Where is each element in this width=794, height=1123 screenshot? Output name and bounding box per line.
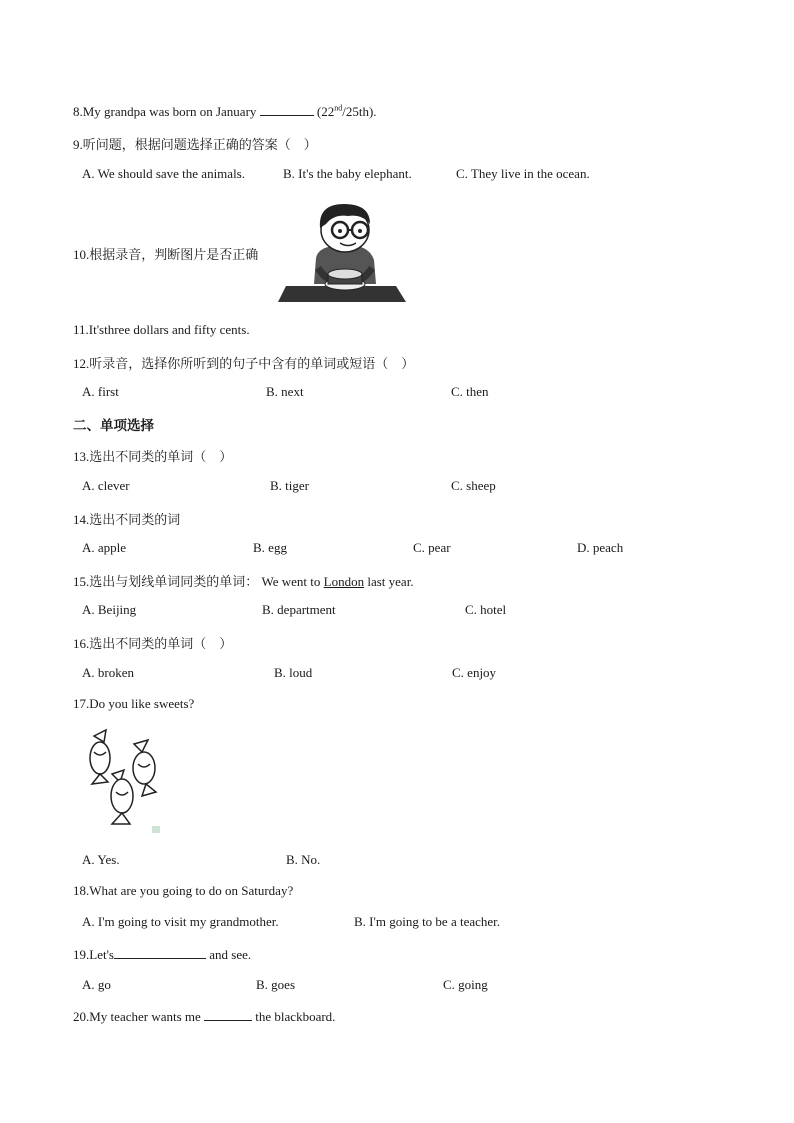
- question-9: 9.听问题，根据问题选择正确的答案（ ）: [73, 137, 317, 152]
- q9-option-c[interactable]: C. They live in the ocean.: [456, 166, 590, 181]
- q17-option-a[interactable]: A. Yes.: [82, 852, 120, 867]
- answer-blank[interactable]: [260, 103, 314, 116]
- q12-option-b[interactable]: B. next: [266, 384, 304, 399]
- q14-option-d[interactable]: D. peach: [577, 540, 624, 555]
- q15-option-a[interactable]: A. Beijing: [82, 602, 137, 617]
- question-8-hint: (22: [316, 104, 335, 119]
- question-13: 13.选出不同类的单词（ ）: [73, 449, 233, 464]
- question-19-text: 19.Let's: [73, 947, 114, 962]
- sweets-image: [78, 728, 178, 836]
- q15-option-b[interactable]: B. department: [262, 602, 336, 617]
- q9-option-a[interactable]: A. We should save the animals.: [82, 166, 245, 181]
- question-15-prompt: 15.选出与划线单词同类的单词：: [73, 574, 259, 589]
- question-8: [73, 103, 377, 120]
- underlined-word: London: [323, 574, 365, 589]
- q19-option-a[interactable]: A. go: [82, 977, 111, 992]
- question-8-text: 8.My grandpa was born on January: [73, 104, 257, 119]
- q9-option-b[interactable]: B. It's the baby elephant.: [283, 166, 412, 181]
- question-19: [73, 946, 251, 963]
- question-10: 10.根据录音，判断图片是否正确: [73, 247, 259, 262]
- boy-with-cake-image: [278, 198, 408, 306]
- superscript: nd: [334, 103, 343, 113]
- q18-option-b[interactable]: B. I'm going to be a teacher.: [354, 914, 501, 929]
- question-15-sentence-end: last year.: [367, 574, 414, 589]
- question-17: 17.Do you like sweets?: [73, 696, 195, 711]
- q19-option-c[interactable]: C. going: [443, 977, 488, 992]
- question-15-sentence-start: We went to: [261, 574, 321, 589]
- question-19-text-end: and see.: [209, 947, 252, 962]
- q16-option-c[interactable]: C. enjoy: [452, 665, 497, 680]
- q14-option-c[interactable]: C. pear: [413, 540, 451, 555]
- q17-option-b[interactable]: B. No.: [286, 852, 321, 867]
- question-8-hint-end: /25th).: [342, 104, 377, 119]
- q15-option-c[interactable]: C. hotel: [465, 602, 507, 617]
- question-18: 18.What are you going to do on Saturday?: [73, 883, 294, 898]
- q14-option-b[interactable]: B. egg: [253, 540, 287, 555]
- q13-option-a[interactable]: A. clever: [82, 478, 130, 493]
- q14-option-a[interactable]: A. apple: [82, 540, 127, 555]
- q13-option-b[interactable]: B. tiger: [270, 478, 309, 493]
- question-20: [73, 1008, 335, 1025]
- section-title: 二、单项选择: [73, 418, 154, 434]
- q18-option-a[interactable]: A. I'm going to visit my grandmother.: [82, 914, 279, 929]
- question-12: 12.听录音，选择你所听到的句子中含有的单词或短语（ ）: [73, 356, 415, 371]
- q16-option-a[interactable]: A. broken: [82, 665, 134, 680]
- q12-option-a[interactable]: A. first: [82, 384, 119, 399]
- question-15: [73, 571, 414, 590]
- q16-option-b[interactable]: B. loud: [274, 665, 313, 680]
- question-20-text-end: the blackboard.: [255, 1009, 336, 1024]
- q19-option-b[interactable]: B. goes: [256, 977, 295, 992]
- question-11: 11.It'sthree dollars and fifty cents.: [73, 322, 250, 337]
- question-16: 16.选出不同类的单词（ ）: [73, 636, 233, 651]
- question-20-text: 20.My teacher wants me: [73, 1009, 201, 1024]
- question-14: 14.选出不同类的词: [73, 512, 181, 527]
- q13-option-c[interactable]: C. sheep: [451, 478, 496, 493]
- answer-blank[interactable]: [204, 1008, 252, 1021]
- q12-option-c[interactable]: C. then: [451, 384, 489, 399]
- answer-blank[interactable]: [114, 946, 206, 959]
